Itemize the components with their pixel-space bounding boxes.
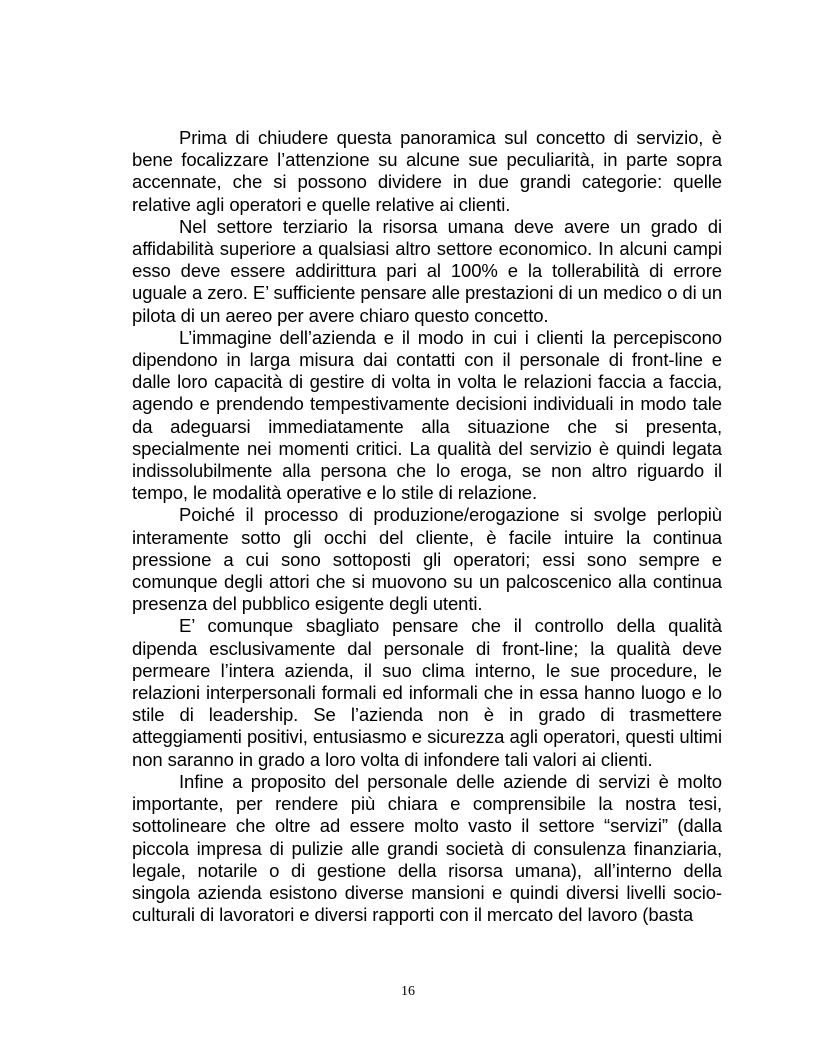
page-number: 16 [401,984,415,999]
paragraph-4: Poiché il processo di produzione/erogazione si svolge perlopiù interamente sotto gli occhi del cliente, è facile intuire la continua pressione a cui sono sottoposti gli operatori; essi sono sempre e comunque degli attori che si muovono su un palcoscenico alla continua presenza del pubblico esigente degli utenti. [132,504,722,615]
paragraph-6: Infine a proposito del personale delle aziende di servizi è molto importante, per rendere più chiara e comprensibile la nostra tesi, sottolineare che oltre ad essere molto vasto il settore “servizi” (dalla piccola impresa di pulizie alle grandi società di consulenza finanziaria, legale, notarile o di gestione della risorsa umana), all’interno della singola azienda esistono diverse mansioni e quindi diversi livelli socio-culturali di lavoratori e diversi rapporti con il mercato del lavoro (basta [132,770,722,926]
paragraph-2: Nel settore terziario la risorsa umana deve avere un grado di affidabilità superiore a qualsiasi altro settore economico. In alcuni campi esso deve essere addirittura pari al 100% e la tollerabilità di errore uguale a zero. E’ sufficiente pensare alle prestazioni di un medico o di un pilota di un aereo per avere chiaro questo concetto. [132,215,723,326]
paragraph-3: L’immagine dell’azienda e il modo in cui i clienti la percepiscono dipendono in larga misura dai contatti con il personale di front-line e dalle loro capacità di gestire di volta in volta le relazioni faccia a faccia, agendo e prendendo tempestivamente decisioni individuali in modo tale da adeguarsi immediatamente alla situazione che si presenta, specialmente nei momenti critici. La qualità del servizio è quindi legata indissolubilmente alla persona che lo eroga, se non altro riguardo il tempo, le modalità operative e lo stile di relazione. [132,326,722,504]
document-body [132,127,722,926]
paragraph-1: Prima di chiudere questa panoramica sul concetto di servizio, è bene focalizzare l’attenzione su alcune sue peculiarità, in parte sopra accennate, che si possono dividere in due grandi categorie: quelle relative agli operatori e quelle relative ai clienti. [132,127,722,215]
paragraph-5: E’ comunque sbagliato pensare che il controllo della qualità dipenda esclusivamente dal personale di front-line; la qualità deve permeare l’intera azienda, il suo clima interno, le sue procedure, le relazioni interpersonali formali ed informali che in essa hanno luogo e lo stile di leadership. Se l’azienda non è in grado di trasmettere atteggiamenti positivi, entusiasmo e sicurezza agli operatori, questi ultimi non saranno in grado a loro volta di infondere tali valori ai clienti. [132,615,722,770]
